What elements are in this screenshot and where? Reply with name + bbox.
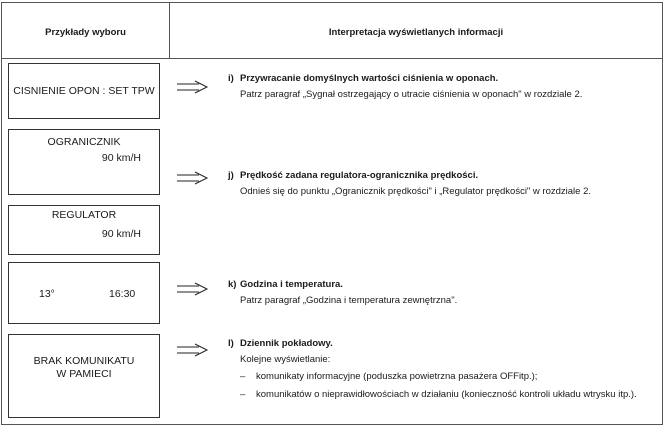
bullet-text: komunikatów o nieprawidłowościach w działaniu (konieczność kontroli układu wtrysku itp.). (256, 389, 637, 400)
display-temperature: 13° (39, 288, 55, 300)
bullet-dash: – (240, 371, 246, 382)
display-tire-pressure (8, 63, 160, 119)
entry-letter: i) (228, 73, 234, 84)
entry-letter: j) (228, 170, 234, 181)
list-item (240, 389, 638, 401)
entry-letter: l) (228, 338, 234, 349)
double-arrow-icon (177, 343, 209, 357)
column-header-examples: Przykłady wyboru (45, 27, 126, 38)
entry-letter: k) (228, 279, 237, 290)
display-line2: W PAMIECI (56, 368, 112, 380)
display-no-message (8, 334, 160, 418)
header-rule (2, 58, 662, 59)
entry-text: Patrz paragraf „Sygnał ostrzegający o utracie ciśnienia w oponach" w rozdziale 2. (240, 89, 583, 100)
column-header-interpretation: Interpretacja wyświetlanych informacji (328, 27, 504, 38)
entry-j (228, 170, 638, 197)
display-speed: 90 km/H (101, 228, 141, 240)
display-title: OGRANICZNIK (47, 136, 121, 148)
list-item (240, 371, 638, 383)
double-arrow-icon (177, 171, 209, 185)
entry-text: Patrz paragraf „Godzina i temperatura zewnętrzna". (240, 295, 458, 306)
display-speed: 90 km/H (101, 152, 141, 164)
display-line1: BRAK KOMUNIKATU (33, 355, 135, 367)
double-arrow-icon (177, 80, 209, 94)
entry-title: Prędkość zadana regulatora-ogranicznika prędkości. (240, 170, 479, 181)
entry-l (228, 338, 638, 401)
double-arrow-icon (177, 282, 209, 296)
entry-text: Kolejne wyświetlanie: (240, 354, 331, 365)
entry-title: Przywracanie domyślnych wartości ciśnienia w oponach. (240, 73, 499, 84)
display-clock: 16:30 (109, 288, 136, 300)
display-time-temperature (8, 262, 160, 324)
display-title: REGULATOR (51, 209, 117, 221)
bullet-text: komunikaty informacyjne (poduszka powietrzna pasażera OFFitp.); (256, 371, 538, 382)
entry-i (228, 73, 638, 100)
entry-title: Godzina i temperatura. (240, 279, 343, 290)
display-limiter (8, 129, 160, 195)
entry-k (228, 279, 638, 306)
entry-title: Dziennik pokładowy. (240, 338, 333, 349)
bullet-dash: – (240, 389, 246, 400)
display-text: CISNIENIE OPON : SET TPW (13, 85, 155, 97)
entry-text: Odnieś się do punktu „Ogranicznik prędkości" i „Regulator prędkości" w rozdziale 2. (240, 186, 592, 197)
display-regulator (8, 205, 160, 255)
